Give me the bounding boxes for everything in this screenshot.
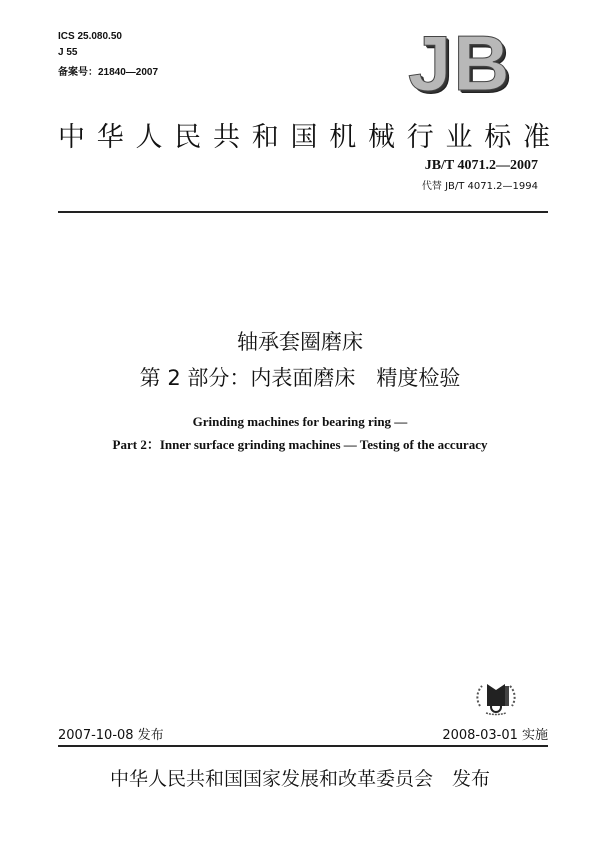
title-char: 中 [58,122,85,153]
ics-code: ICS 25.080.50 [58,31,122,42]
replaces-standard: 代替 JB/T 4071.2—1994 [421,181,538,192]
class-code: J 55 [58,47,78,58]
title-char: 人 [135,122,163,153]
title-char: 械 [368,122,395,153]
record-number: 备案号：21840—2007 [58,67,159,78]
title-char: 国 [290,122,318,153]
jb-logo: JB [408,19,512,107]
title-char: 华 [96,122,124,153]
title-en-line1: Grinding machines for bearing ring — [192,414,408,429]
title-cn-line1: 轴承套圈磨床 [237,330,363,354]
title-char: 业 [445,122,473,153]
title-char: 标 [484,122,512,153]
publisher: 中华人民共和国国家发展和改革委员会 发布 [109,768,490,790]
standard-number: JB/T 4071.2—2007 [424,158,538,173]
divider [58,211,548,213]
title-char: 和 [251,122,279,153]
issue-date: 2007-10-08 发布 [58,728,164,743]
title-char: 共 [213,122,240,153]
divider [58,745,548,747]
title-char: 行 [406,122,434,153]
title-char: 民 [174,122,202,153]
title-char: 机 [329,122,357,153]
publisher-emblem-icon [474,676,518,716]
effective-date: 2008-03-01 实施 [442,728,548,743]
title-char: 准 [523,122,550,153]
title-cn-line2: 第 2 部分：内表面磨床 精度检验 [139,366,461,390]
title-en-line2: Part 2：Inner surface grinding machines — Testing of the accuracy [112,437,488,452]
standard-type-title [58,115,550,154]
